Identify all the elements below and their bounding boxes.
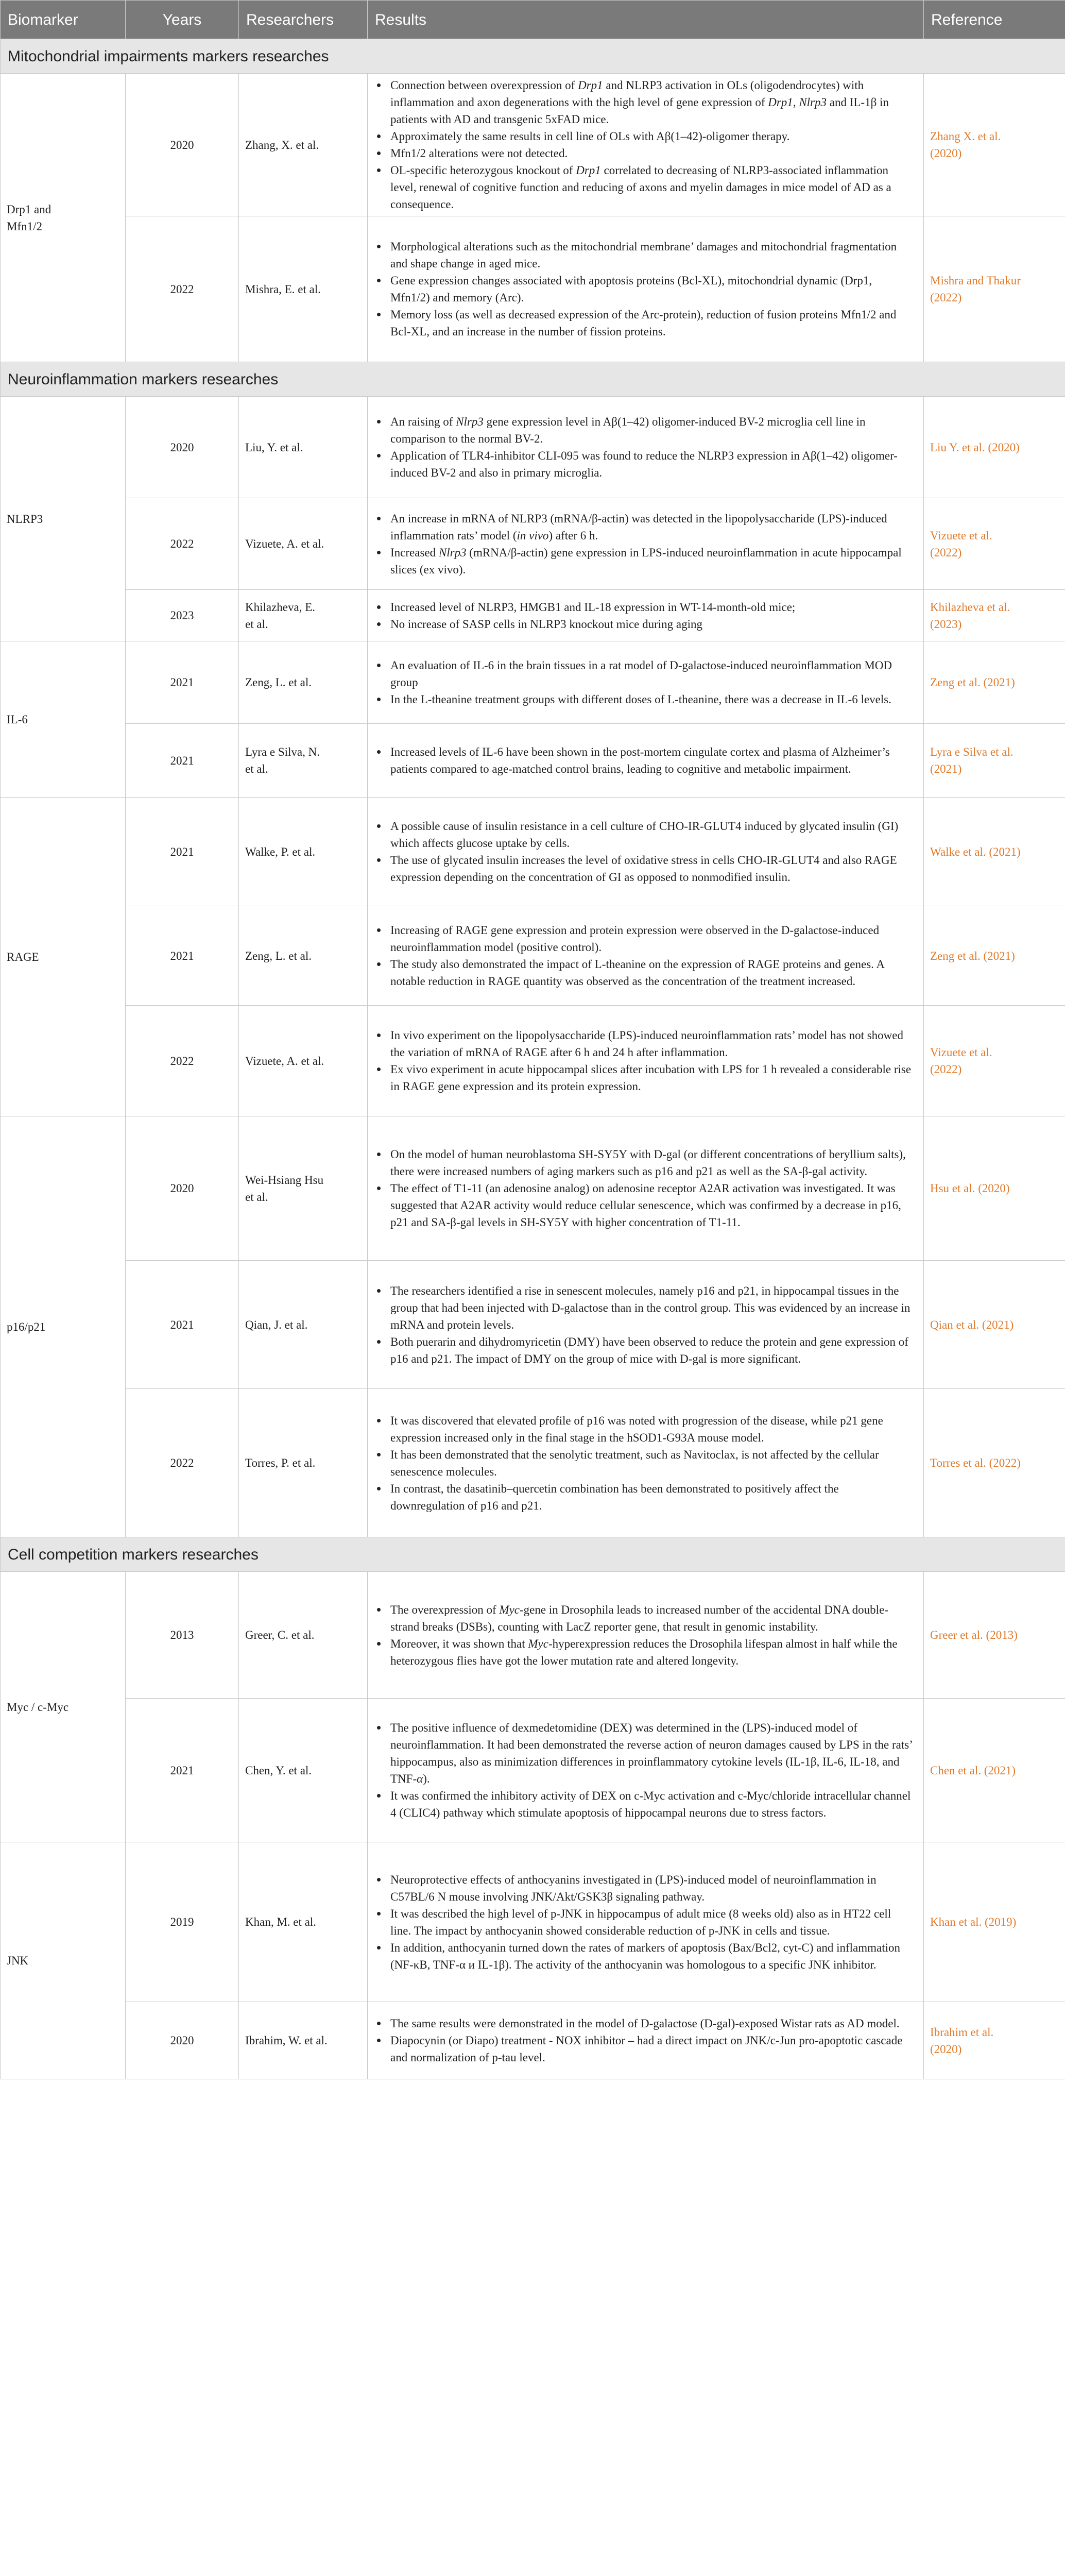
year-cell: 2023 (126, 590, 239, 641)
result-item: Increased levels of IL-6 have been shown in the post-mortem cingulate cortex and plasma of Alzheimer’s patients compared to age-matched control brains, leading to cognitive and metabolic impairment. (390, 743, 914, 777)
reference-link[interactable]: (2023) (930, 617, 962, 631)
table-row (1, 798, 1065, 906)
researcher-cell (239, 641, 368, 724)
reference-cell (924, 498, 1065, 590)
italic-term: Drp1 (578, 79, 603, 92)
researcher-cell (239, 1699, 368, 1842)
results-cell (368, 641, 924, 724)
result-item: On the model of human neuroblastoma SH-SY5Y with D-gal (or different concentrations of beryllium salts), there were increased numbers of aging markers such as p16 and p21 as well as the SA-β-gal activity. (390, 1146, 914, 1180)
result-item: The overexpression of Myc-gene in Drosophila leads to increased number of the accidental DNA double-strand breaks (DSBs), counting with LacZ reporter gene, that result in genomic instability. (390, 1601, 914, 1635)
italic-term: Nlrp3 (456, 415, 484, 428)
researcher-cell (239, 906, 368, 1006)
researcher-cell (239, 798, 368, 906)
result-item: Memory loss (as well as decreased expression of the Arc-protein), reduction of fusion proteins Mfn1/2 and Bcl-XL, and an increase in the number of fission proteins. (390, 306, 914, 340)
result-item: Both puerarin and dihydromyricetin (DMY) have been observed to reduce the protein and gene expression of p16 and p21. The impact of DMY on the group of mice with D-gal is more significant. (390, 1333, 914, 1367)
reference-cell (924, 2002, 1065, 2079)
researcher-cell (239, 397, 368, 498)
header-researchers: Researchers (239, 1, 368, 39)
results-cell (368, 1842, 924, 2002)
researcher-cell (239, 498, 368, 590)
reference-link[interactable]: (2022) (930, 546, 962, 559)
results-list (372, 1282, 914, 1367)
table-row (1, 724, 1065, 798)
result-item: Mfn1/2 alterations were not detected. (390, 145, 914, 162)
results-cell (368, 216, 924, 362)
italic-term: Nlrp3 (438, 546, 467, 559)
biomarker-cell (1, 1842, 126, 2079)
results-list (372, 510, 914, 578)
table-row (1, 590, 1065, 641)
results-list (372, 77, 914, 213)
table-row (1, 2002, 1065, 2079)
table-row (1, 1572, 1065, 1699)
researcher-name: Qian, J. et al. (245, 1318, 308, 1331)
year-cell: 2021 (126, 641, 239, 724)
year-cell: 2019 (126, 1842, 239, 2002)
results-cell (368, 1389, 924, 1537)
italic-term: Myc (528, 1637, 548, 1650)
results-list (372, 1027, 914, 1095)
researcher-name: Vizuete, A. et al. (245, 1054, 324, 1067)
researcher-cell (239, 1006, 368, 1116)
biomarker-cell (1, 397, 126, 641)
reference-link[interactable]: Lyra e Silva et al. (930, 745, 1014, 758)
researcher-cell (239, 74, 368, 216)
results-cell (368, 397, 924, 498)
table-row (1, 1006, 1065, 1116)
result-item: Morphological alterations such as the mitochondrial membrane’ damages and mitochondrial fragmentation and shape change in aged mice. (390, 238, 914, 272)
results-list (372, 818, 914, 886)
table-row (1, 397, 1065, 498)
result-item: In contrast, the dasatinib–quercetin combination has been demonstrated to positively affect the downregulation of p16 and p21. (390, 1480, 914, 1514)
section-header-row (1, 1537, 1065, 1572)
reference-cell (924, 798, 1065, 906)
reference-link[interactable]: (2020) (930, 2042, 962, 2056)
reference-cell (924, 1389, 1065, 1537)
researcher-name: Zeng, L. et al. (245, 676, 312, 689)
section-title: Neuroinflammation markers researches (1, 362, 1065, 397)
researcher-cell (239, 1389, 368, 1537)
biomarker-label: p16/p21 (7, 1320, 46, 1333)
reference-link[interactable]: (2022) (930, 291, 962, 304)
reference-link[interactable]: (2020) (930, 147, 962, 160)
researcher-cell (239, 216, 368, 362)
result-item: Increased level of NLRP3, HMGB1 and IL-18 expression in WT-14-month-old mice; (390, 599, 914, 616)
reference-link[interactable]: Zeng et al. (2021) (930, 949, 1015, 962)
reference-cell (924, 74, 1065, 216)
result-item: It was confirmed the inhibitory activity of DEX on c-Myc activation and c-Myc/chloride intracellular channel 4 (CLIC4) pathway which stimulate apoptosis of hippocampal neurons due to stress factors. (390, 1787, 914, 1821)
researcher-name: Zeng, L. et al. (245, 949, 312, 962)
results-cell (368, 1261, 924, 1389)
researcher-cell (239, 590, 368, 641)
result-item: The use of glycated insulin increases the level of oxidative stress in cells CHO-IR-GLUT4 and also RAGE expression depending on the concentration of GI as opposed to nonmodified insulin. (390, 852, 914, 886)
result-item: Diapocynin (or Diapo) treatment - NOX inhibitor – had a direct impact on JNK/c-Jun pro-apoptotic cascade and normalization of p-tau level. (390, 2032, 914, 2066)
results-list (372, 1146, 914, 1231)
table-row (1, 216, 1065, 362)
year-cell: 2020 (126, 2002, 239, 2079)
reference-cell (924, 397, 1065, 498)
result-item: It was described the high level of p-JNK in hippocampus of adult mice (8 weeks old) also as in HT22 cell line. The impact by anthocyanin showed considerable reduction of p-JNK in cells and tissue. (390, 1905, 914, 1939)
researcher-name: Mishra, E. et al. (245, 282, 321, 296)
table-row (1, 906, 1065, 1006)
biomarker-label: Mfn1/2 (7, 219, 42, 233)
researcher-name: Lyra e Silva, N. (245, 745, 320, 758)
year-cell: 2021 (126, 724, 239, 798)
results-list (372, 1871, 914, 1973)
year-cell: 2022 (126, 1006, 239, 1116)
biomarker-cell (1, 1116, 126, 1537)
researcher-name: Torres, P. et al. (245, 1456, 316, 1469)
results-cell (368, 74, 924, 216)
year-cell: 2021 (126, 1699, 239, 1842)
reference-cell (924, 1116, 1065, 1261)
reference-link[interactable]: Greer et al. (2013) (930, 1629, 1018, 1641)
result-item: It was discovered that elevated profile of p16 was noted with progression of the disease, while p21 gene expression increased only in the final stage in the hSOD1-G93A mouse model. (390, 1412, 914, 1446)
researcher-cell (239, 2002, 368, 2079)
researcher-name: Greer, C. et al. (245, 1629, 315, 1641)
year-cell: 2020 (126, 1116, 239, 1261)
section-header-row (1, 362, 1065, 397)
reference-link[interactable]: Mishra and Thakur (930, 274, 1021, 287)
table-row (1, 1389, 1065, 1537)
result-item: OL-specific heterozygous knockout of Drp1 correlated to decreasing of NLRP3-associated inflammation level, renewal of cognitive function and reducing of axons and myelin damages in mice model of AD as a consequence. (390, 162, 914, 213)
table-row (1, 74, 1065, 216)
result-item: Gene expression changes associated with apoptosis proteins (Bcl-XL), mitochondrial dynamic (Drp1, Mfn1/2) and memory (Arc). (390, 272, 914, 306)
results-list (372, 922, 914, 990)
header-reference: Reference (924, 1, 1065, 39)
header-biomarker: Biomarker (1, 1, 126, 39)
header-years: Years (126, 1, 239, 39)
reference-cell (924, 1006, 1065, 1116)
reference-link[interactable]: Khilazheva et al. (930, 600, 1010, 614)
year-cell: 2021 (126, 798, 239, 906)
section-title: Mitochondrial impairments markers researches (1, 39, 1065, 74)
biomarker-cell (1, 798, 126, 1116)
researcher-name: et al. (245, 762, 268, 775)
year-cell: 2022 (126, 216, 239, 362)
results-cell (368, 2002, 924, 2079)
researcher-name: et al. (245, 1190, 268, 1204)
result-item: Moreover, it was shown that Myc-hyperexpression reduces the Drosophila lifespan almost in half while the heterozygous flies have got the lower mutation rate and altered longevity. (390, 1635, 914, 1669)
reference-cell (924, 1699, 1065, 1842)
results-list (372, 413, 914, 481)
reference-cell (924, 1572, 1065, 1699)
reference-link[interactable]: Vizuete et al. (930, 1046, 992, 1059)
reference-cell (924, 641, 1065, 724)
results-cell (368, 1116, 924, 1261)
researcher-name: et al. (245, 617, 268, 631)
result-item: In vivo experiment on the lipopolysaccharide (LPS)-induced neuroinflammation rats’ model has not showed the variation of mRNA of RAGE after 6 h and 24 h after inflammation. (390, 1027, 914, 1061)
italic-term: Drp1 (768, 96, 793, 109)
italic-term: α (417, 1772, 423, 1785)
results-list (372, 238, 914, 340)
results-list (372, 743, 914, 777)
reference-cell (924, 1842, 1065, 2002)
reference-link[interactable]: (2022) (930, 1063, 962, 1076)
researcher-name: Chen, Y. et al. (245, 1764, 312, 1777)
biomarker-cell (1, 1572, 126, 1842)
reference-link[interactable]: Chen et al. (2021) (930, 1764, 1016, 1777)
result-item: A possible cause of insulin resistance in a cell culture of CHO-IR-GLUT4 induced by glycated insulin (GI) which affects glucose uptake by cells. (390, 818, 914, 852)
result-item: Application of TLR4-inhibitor CLI-095 was found to reduce the NLRP3 expression in Aβ(1–42) oligomer-induced BV-2 and also in primary microglia. (390, 447, 914, 481)
header-results: Results (368, 1, 924, 39)
table-row (1, 1116, 1065, 1261)
researcher-name: Ibrahim, W. et al. (245, 2034, 328, 2047)
result-item: The same results were demonstrated in the model of D-galactose (D-gal)-exposed Wistar rats as AD model. (390, 2015, 914, 2032)
year-cell: 2021 (126, 1261, 239, 1389)
results-cell (368, 590, 924, 641)
table-row (1, 1699, 1065, 1842)
year-cell: 2022 (126, 1389, 239, 1537)
researcher-name: Khilazheva, E. (245, 600, 316, 614)
results-list (372, 1719, 914, 1821)
researcher-name: Wei-Hsiang Hsu (245, 1173, 324, 1187)
researcher-cell (239, 1116, 368, 1261)
results-list (372, 1601, 914, 1669)
result-item: The positive influence of dexmedetomidine (DEX) was determined in the (LPS)-induced model of neuroinflammation. It had been demonstrated the reverse action of neuron damages caused by LPS in the rats’ hippocampus, also as minimization differences in proinflammatory cytokine levels (IL-1β, IL-6, IL-18, and TNF-α). (390, 1719, 914, 1787)
reference-link[interactable]: Khan et al. (2019) (930, 1916, 1017, 1928)
section-header-row (1, 39, 1065, 74)
result-item: It has been demonstrated that the senolytic treatment, such as Navitoclax, is not affected by the cellular senescence molecules. (390, 1446, 914, 1480)
table-row (1, 1261, 1065, 1389)
reference-cell (924, 590, 1065, 641)
biomarker-cell (1, 74, 126, 362)
result-item: The researchers identified a rise in senescent molecules, namely p16 and p21, in hippocampal tissues in the group that had been injected with D-galactose than in the control group. This was evidenced by an increase in mRNA and protein levels. (390, 1282, 914, 1333)
biomarker-label: RAGE (7, 950, 39, 963)
researcher-name: Liu, Y. et al. (245, 440, 303, 454)
italic-term: Drp1 (576, 164, 601, 177)
italic-term: Myc (499, 1603, 520, 1616)
reference-link[interactable]: Zhang X. et al. (930, 130, 1001, 143)
table-row (1, 498, 1065, 590)
year-cell: 2021 (126, 906, 239, 1006)
biomarker-label: Drp1 and (7, 202, 51, 216)
biomarker-label: IL-6 (7, 713, 28, 726)
results-cell (368, 798, 924, 906)
table-header-row (1, 1, 1065, 39)
italic-term: Nlrp3 (799, 96, 827, 109)
biomarker-label: JNK (7, 1954, 29, 1967)
researcher-cell (239, 1842, 368, 2002)
researcher-cell (239, 724, 368, 798)
result-item: In addition, anthocyanin turned down the rates of markers of apoptosis (Bax/Bcl2, cyt-C) and inflammation (NF-κB, TNF-α и IL-1β). The activity of the anthocyanin was homologous to a specific JNK inhibitor. (390, 1939, 914, 1973)
results-list (372, 2015, 914, 2066)
italic-term: in vivo (517, 529, 549, 542)
result-item: Neuroprotective effects of anthocyanins investigated in (LPS)-induced model of neuroinflammation in C57BL/6 N mouse involving JNK/Akt/GSK3β signaling pathway. (390, 1871, 914, 1905)
results-list (372, 1412, 914, 1514)
reference-link[interactable]: Qian et al. (2021) (930, 1318, 1014, 1331)
results-list (372, 599, 914, 633)
result-item: Increasing of RAGE gene expression and protein expression were observed in the D-galactose-induced neuroinflammation model (positive control). (390, 922, 914, 956)
results-cell (368, 906, 924, 1006)
reference-link[interactable]: Liu Y. et al. (2020) (930, 440, 1020, 454)
result-item: An raising of Nlrp3 gene expression level in Aβ(1–42) oligomer-induced BV-2 microglia cell line in comparison to the normal BV-2. (390, 413, 914, 447)
year-cell: 2020 (126, 397, 239, 498)
researcher-name: Walke, P. et al. (245, 845, 316, 858)
table-row (1, 641, 1065, 724)
results-cell (368, 1006, 924, 1116)
biomarker-cell (1, 641, 126, 798)
result-item: Increased Nlrp3 (mRNA/β-actin) gene expression in LPS-induced neuroinflammation in acute hippocampal slices (ex vivo). (390, 544, 914, 578)
reference-link[interactable]: (2021) (930, 762, 962, 775)
year-cell: 2022 (126, 498, 239, 590)
reference-cell (924, 906, 1065, 1006)
table-row (1, 1842, 1065, 2002)
reference-link[interactable]: Zeng et al. (2021) (930, 676, 1015, 689)
result-item: An increase in mRNA of NLRP3 (mRNA/β-actin) was detected in the lipopolysaccharide (LPS)-induced inflammation rats’ model (in vivo) after 6 h. (390, 510, 914, 544)
reference-link[interactable]: Torres et al. (2022) (930, 1456, 1021, 1469)
reference-link[interactable]: Vizuete et al. (930, 529, 992, 542)
reference-cell (924, 216, 1065, 362)
researcher-name: Vizuete, A. et al. (245, 537, 324, 550)
biomarker-label: Myc / c-Myc (7, 1700, 69, 1714)
result-item: The effect of T1-11 (an adenosine analog) on adenosine receptor A2AR activation was investigated. It was suggested that A2AR activity would reduce cellular senescence, which was confirmed by a decrease in p16, p21 and SA-β-gal levels in SH-SY5Y with higher concentration of T1-11. (390, 1180, 914, 1231)
researcher-cell (239, 1572, 368, 1699)
reference-cell (924, 724, 1065, 798)
researcher-name: Zhang, X. et al. (245, 138, 319, 151)
reference-link[interactable]: Walke et al. (2021) (930, 845, 1021, 858)
section-title: Cell competition markers researches (1, 1537, 1065, 1572)
result-item: Connection between overexpression of Drp1 and NLRP3 activation in OLs (oligodendrocytes) with inflammation and axon degenerations with the high level of gene expression of Drp1, Nlrp3 and IL-1β in patients with AD and transgenic 5xFAD mice. (390, 77, 914, 128)
result-item: An evaluation of IL-6 in the brain tissues in a rat model of D-galactose-induced neuroinflammation MOD group (390, 657, 914, 691)
result-item: The study also demonstrated the impact of L-theanine on the expression of RAGE proteins and genes. A notable reduction in RAGE quantity was observed as the concentration of the treatment increased. (390, 956, 914, 990)
researcher-name: Khan, M. et al. (245, 1916, 316, 1928)
reference-link[interactable]: Ibrahim et al. (930, 2025, 994, 2039)
result-item: Ex vivo experiment in acute hippocampal slices after incubation with LPS for 1 h revealed a considerable rise in RAGE gene expression and its protein expression. (390, 1061, 914, 1095)
biomarker-label: NLRP3 (7, 512, 43, 526)
results-cell (368, 1572, 924, 1699)
results-list (372, 657, 914, 708)
results-cell (368, 724, 924, 798)
results-cell (368, 498, 924, 590)
reference-link[interactable]: Hsu et al. (2020) (930, 1182, 1010, 1195)
result-item: No increase of SASP cells in NLRP3 knockout mice during aging (390, 616, 914, 633)
results-cell (368, 1699, 924, 1842)
year-cell: 2020 (126, 74, 239, 216)
year-cell: 2013 (126, 1572, 239, 1699)
reference-cell (924, 1261, 1065, 1389)
result-item: In the L-theanine treatment groups with different doses of L-theanine, there was a decrease in IL-6 levels. (390, 691, 914, 708)
researcher-cell (239, 1261, 368, 1389)
result-item: Approximately the same results in cell line of OLs with Aβ(1–42)-oligomer therapy. (390, 128, 914, 145)
